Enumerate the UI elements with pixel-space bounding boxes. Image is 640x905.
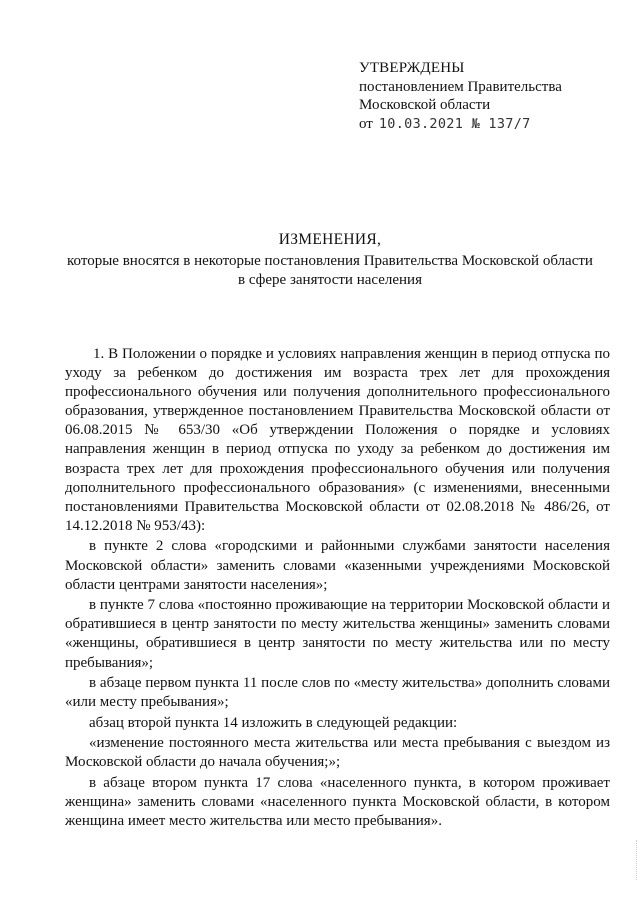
paragraph-7: в абзаце втором пункта 17 слова «населенного пункта, в котором проживает женщина» заменить словами «населенного пункта Московской области, в котором женщина имеет место жительства или место пребывания». bbox=[65, 775, 610, 830]
document-title-block bbox=[40, 230, 620, 290]
document-body bbox=[65, 345, 610, 833]
document-subtitle-line-2: в сфере занятости населения bbox=[238, 272, 422, 288]
paragraph-1: 1. В Положении о порядке и условиях направления женщин в период отпуска по уходу за ребенком до достижения им возраста трех лет для прохождения профессионального обучения или получения дополнительного профессионального образования, утвержденное постановлением Правительства Московской области от 06.08.2015 № 653/30 «Об утверждении Положения о порядке и условиях направления женщин в период отпуска по уходу за ребенком до достижения им возраста трех лет для прохождения профессионального обучения или получения дополнительного профессионального образования» (с изменениями, внесенными постановлениями Правительства Московской области от 02.08.2018 № 486/26, от 14.12.2018 № 953/43): bbox=[65, 346, 610, 534]
paragraph-3: в пункте 7 слова «постоянно проживающие на территории Московской области и обратившиеся в центр занятости по месту жительства женщины» заменить словами «женщины, обратившиеся в центр занятости по месту жительства или по месту пребывания»; bbox=[65, 597, 610, 671]
document-title: ИЗМЕНЕНИЯ, bbox=[278, 231, 382, 248]
paragraph-4: в абзаце первом пункта 11 после слов по «месту жительства» дополнить словами «или месту пребывания»; bbox=[65, 675, 610, 711]
document-subtitle-line-1: которые вносятся в некоторые постановления Правительства Московской области bbox=[67, 253, 593, 269]
approval-block bbox=[359, 59, 619, 133]
approval-date-stamp: 10.03.2021 № 137/7 bbox=[378, 115, 531, 132]
approval-heading: УТВЕРЖДЕНЫ bbox=[359, 60, 465, 76]
paragraph-5: абзац второй пункта 14 изложить в следующей редакции: bbox=[89, 714, 458, 731]
approval-line-1: постановлением Правительства bbox=[359, 78, 562, 95]
approval-date-line bbox=[359, 115, 619, 134]
approval-line-2: Московской области bbox=[359, 97, 491, 113]
approval-date-prefix: от bbox=[359, 115, 373, 132]
scan-edge-mark bbox=[634, 840, 637, 880]
paragraph-6: «изменение постоянного места жительства или места пребывания с выездом из Московской области до начала обучения;»; bbox=[65, 735, 610, 771]
paragraph-2: в пункте 2 слова «городскими и районными службами занятости населения Московской области» заменить словами «казенными учреждениями Московской области центрами занятости населения»; bbox=[65, 538, 610, 593]
